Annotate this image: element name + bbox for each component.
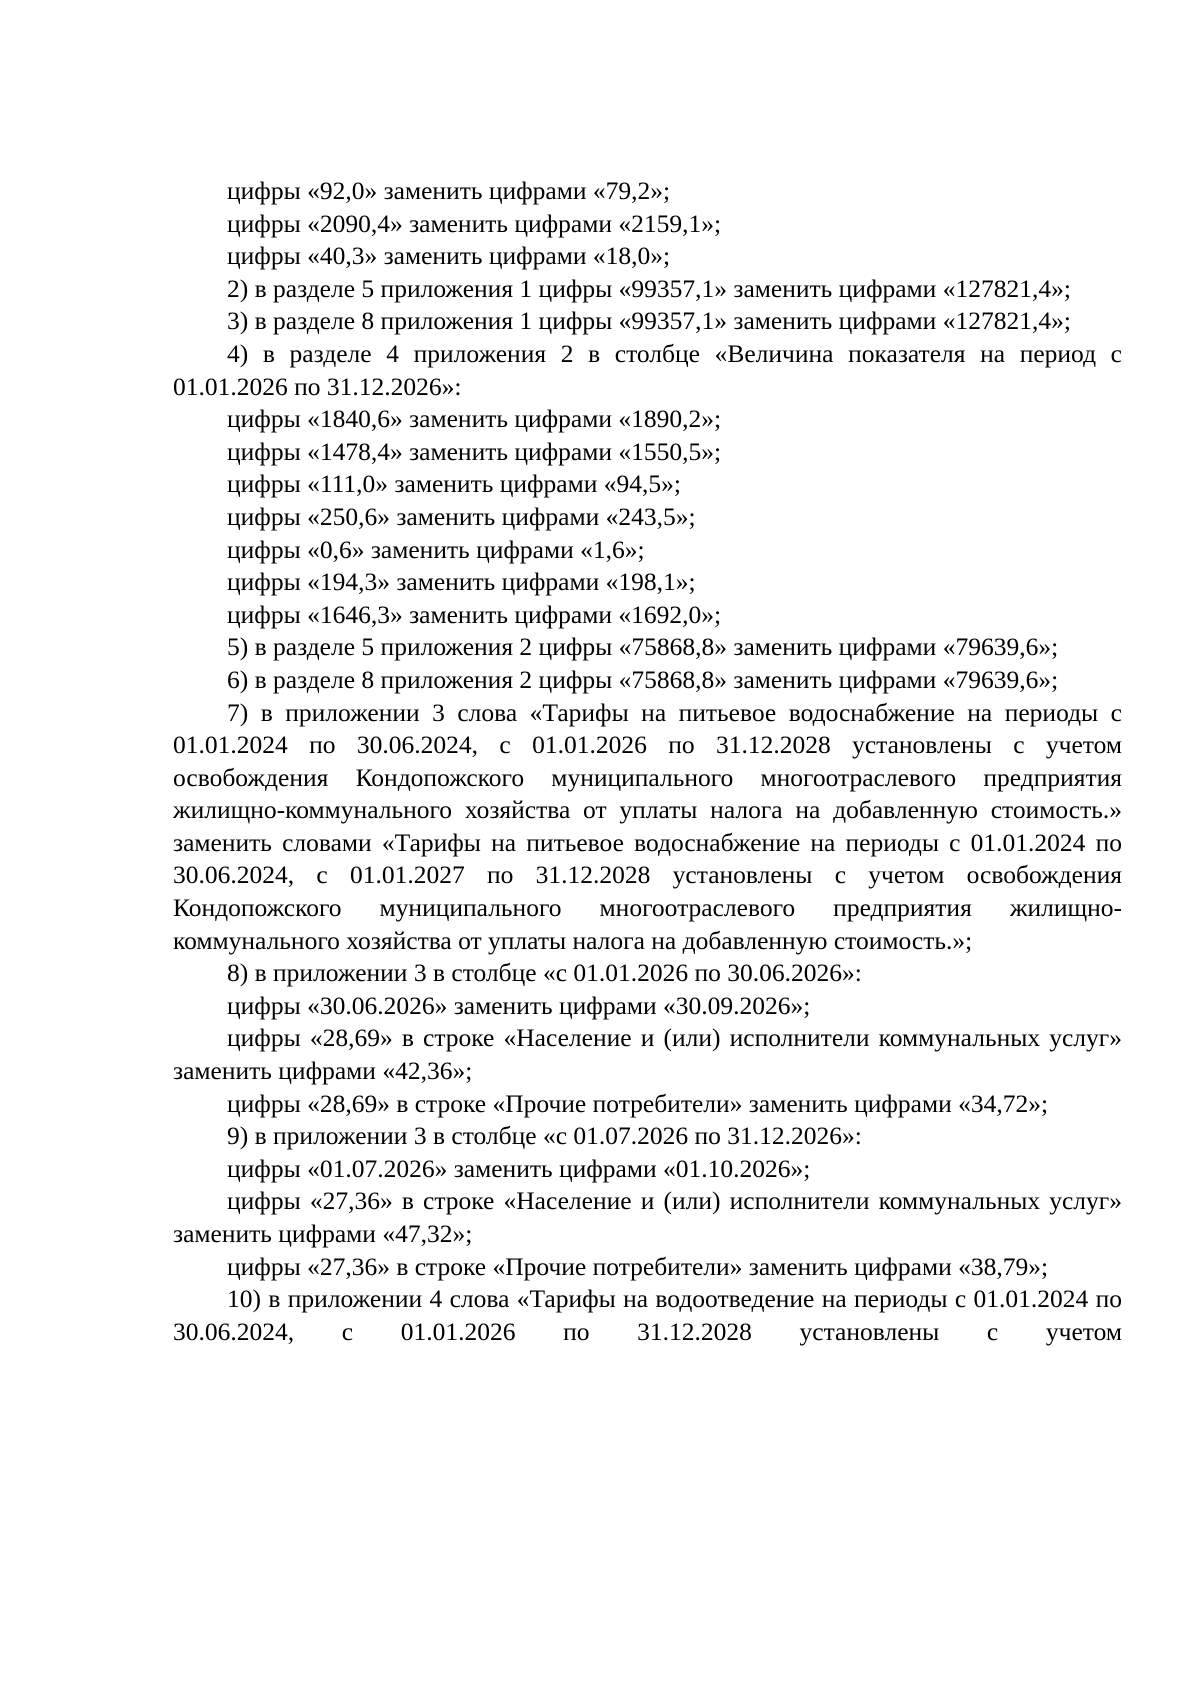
paragraph-item-8-line-2: цифры «28,69» в строке «Население и (или) исполнители коммунальных услуг» заменить цифрами «42,36»; — [173, 1023, 1122, 1086]
paragraph-item-4: 4) в разделе 4 приложения 2 в столбце «Величина показателя на период с 01.01.2026 по 31.12.2026»: — [173, 338, 1122, 401]
paragraph-item-4-line-3: цифры «111,0» заменить цифрами «94,5»; — [227, 469, 681, 499]
paragraph-item-8: 8) в приложении 3 в столбце «с 01.01.2026 по 30.06.2026»: — [227, 958, 862, 988]
paragraph-item-3: 3) в разделе 8 приложения 1 цифры «99357,1» заменить цифрами «127821,4»; — [227, 306, 1071, 336]
paragraph-item-9-line-1: цифры «01.07.2026» заменить цифрами «01.10.2026»; — [227, 1153, 811, 1183]
document-body — [173, 175, 1122, 1348]
paragraph-item-6: 6) в разделе 8 приложения 2 цифры «75868,8» заменить цифрами «79639,6»; — [227, 664, 1059, 694]
paragraph-item-4-line-7: цифры «1646,3» заменить цифрами «1692,0»; — [227, 599, 722, 629]
paragraph-2: цифры «2090,4» заменить цифрами «2159,1»; — [227, 208, 722, 238]
paragraph-item-9-line-2: цифры «27,36» в строке «Население и (или) исполнители коммунальных услуг» заменить цифрами «47,32»; — [173, 1186, 1122, 1248]
paragraph-1: цифры «92,0» заменить цифрами «79,2»; — [227, 176, 671, 205]
paragraph-item-4-line-4: цифры «250,6» заменить цифрами «243,5»; — [227, 501, 696, 531]
paragraph-item-8-line-3: цифры «28,69» в строке «Прочие потребители» заменить цифрами «34,72»; — [227, 1088, 1049, 1118]
paragraph-3: цифры «40,3» заменить цифрами «18,0»; — [227, 241, 671, 271]
paragraph-item-9: 9) в приложении 3 в столбце «с 01.07.2026 по 31.12.2026»: — [227, 1121, 862, 1151]
paragraph-item-5: 5) в разделе 5 приложения 2 цифры «75868,8» заменить цифрами «79639,6»; — [227, 632, 1059, 662]
paragraph-item-4-line-5: цифры «0,6» заменить цифрами «1,6»; — [227, 534, 645, 564]
paragraph-item-9-line-3: цифры «27,36» в строке «Прочие потребители» заменить цифрами «38,79»; — [227, 1251, 1049, 1281]
paragraph-item-4-line-2: цифры «1478,4» заменить цифрами «1550,5»; — [227, 436, 722, 466]
paragraph-item-2: 2) в разделе 5 приложения 1 цифры «99357,1» заменить цифрами «127821,4»; — [227, 273, 1071, 303]
paragraph-item-10: 10) в приложении 4 слова «Тарифы на водоотведение на периоды с 01.01.2024 по 30.06.2024, с 01.01.2026 по 31.12.2028 установлены с учетом — [173, 1284, 1122, 1346]
paragraph-item-8-line-1: цифры «30.06.2026» заменить цифрами «30.09.2026»; — [227, 990, 811, 1020]
paragraph-item-4-line-6: цифры «194,3» заменить цифрами «198,1»; — [227, 567, 696, 597]
paragraph-item-4-line-1: цифры «1840,6» заменить цифрами «1890,2»; — [227, 404, 722, 434]
paragraph-item-7: 7) в приложении 3 слова «Тарифы на питьевое водоснабжение на периоды с 01.01.2024 по 30.06.2024, с 01.01.2026 по 31.12.2028 установлены с учетом освобождения Кондопожского муниципального многоотраслевого предприятия жилищно-коммунального хозяйства от уплаты налога на добавленную стоимость.» заменить словами «Тарифы на питьевое водоснабжение на периоды с 01.01.2024 по 30.06.2024, с 01.01.2027 по 31.12.2028 установлены с учетом освобождения Кондопожского муниципального многоотраслевого предприятия жилищно-коммунального хозяйства от уплаты налога на добавленную стоимость.»; — [173, 697, 1122, 955]
